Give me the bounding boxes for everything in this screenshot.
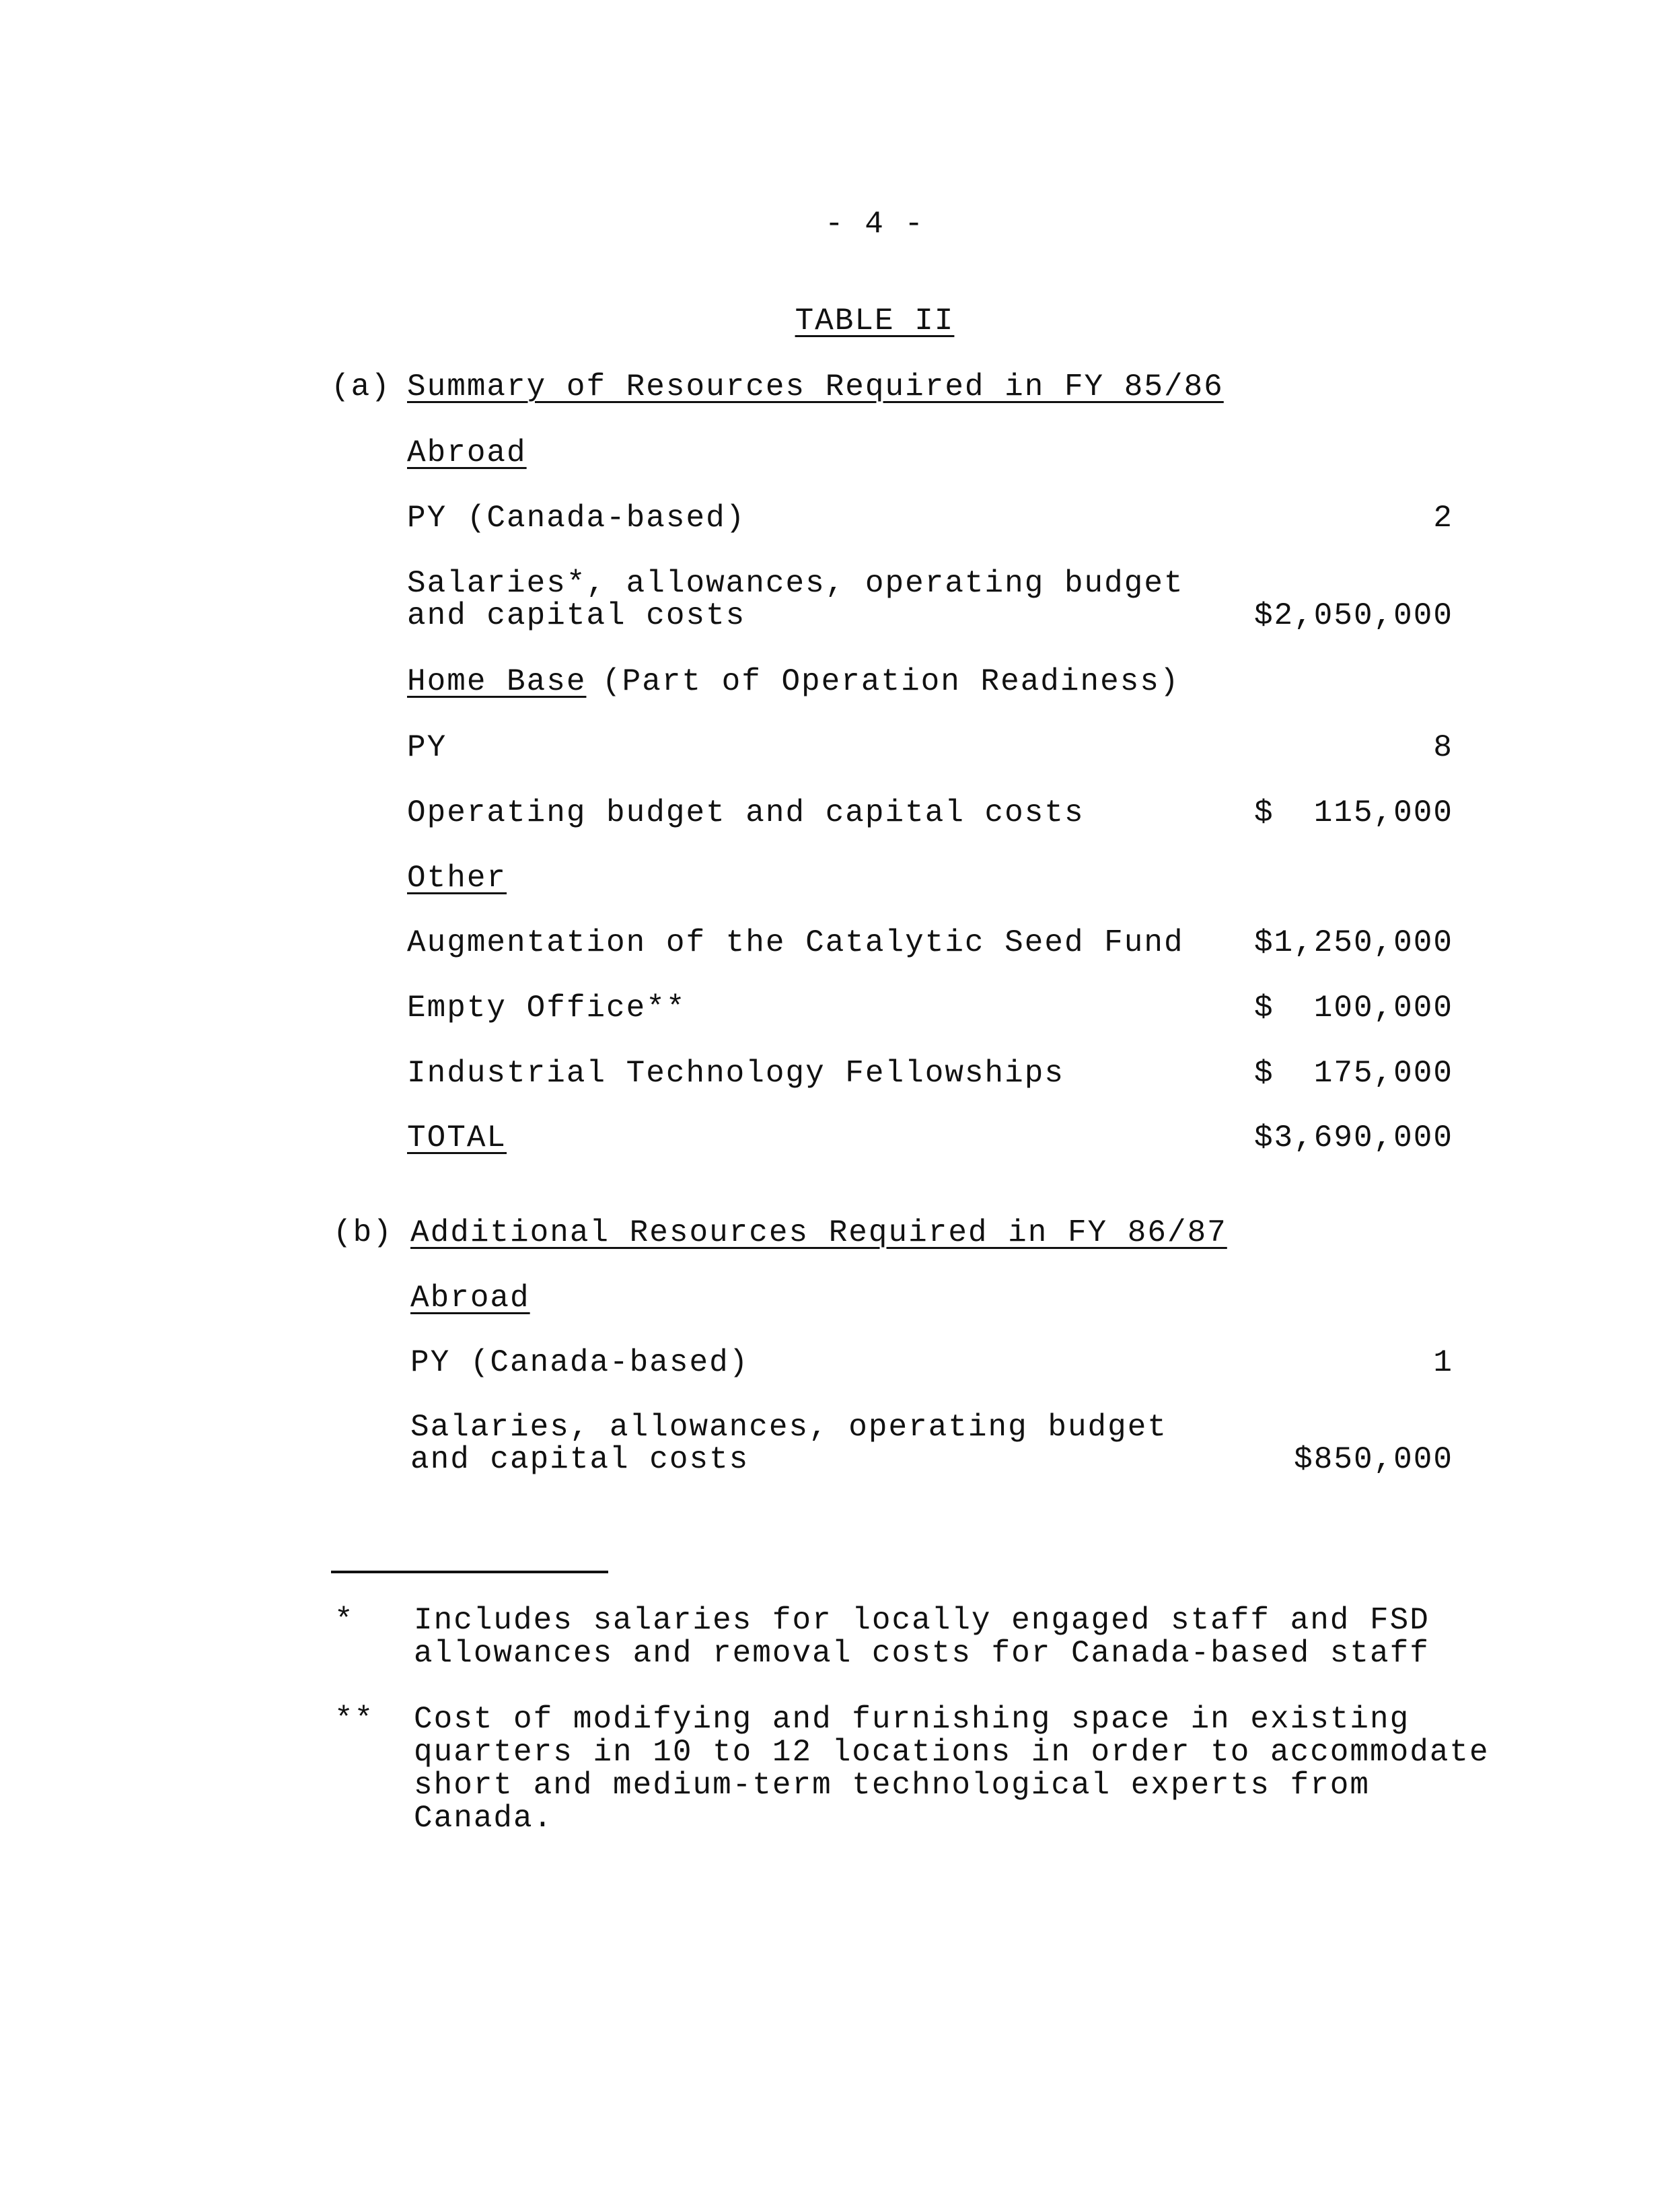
footnote-text-line: quarters in 10 to 12 locations in order to accommodate	[414, 1735, 1490, 1770]
home-base-note: (Part of Operation Readiness)	[602, 664, 1180, 699]
section-b-marker: (b)	[333, 1215, 393, 1250]
other-heading: Other	[407, 861, 507, 896]
table-title: TABLE II	[795, 303, 955, 338]
footnote-text-line: Canada.	[414, 1801, 554, 1836]
section-a-salaries-value: $2,050,000	[1253, 598, 1453, 633]
section-a-salaries-line1: Salaries*, allowances, operating budget	[407, 566, 1184, 601]
home-base-operating-label: Operating budget and capital costs	[407, 795, 1085, 830]
section-b-py-value: 1	[1433, 1345, 1453, 1380]
footnote-text-line: Includes salaries for locally engaged staff and FSD	[414, 1603, 1430, 1638]
section-b-salaries-line1: Salaries, allowances, operating budget	[410, 1410, 1167, 1445]
section-b-salaries-value: $850,000	[1294, 1442, 1453, 1477]
other-item-value: $ 175,000	[1253, 1056, 1453, 1091]
section-b-salaries-line2: and capital costs	[410, 1442, 750, 1477]
section-a-py-value: 2	[1433, 501, 1453, 536]
footnote-text-line: short and medium-term technological experts from	[414, 1768, 1371, 1803]
page-number: - 4 -	[824, 207, 925, 242]
other-item-label: Augmentation of the Catalytic Seed Fund	[407, 925, 1184, 960]
section-b-heading: Additional Resources Required in FY 86/87	[410, 1215, 1227, 1250]
section-a-salaries-line2: and capital costs	[407, 598, 746, 633]
other-item-value: $1,250,000	[1253, 925, 1453, 960]
section-a-py-label: PY (Canada-based)	[407, 501, 746, 536]
home-base-py-label: PY	[407, 730, 447, 765]
section-b-abroad-heading: Abroad	[410, 1281, 530, 1316]
other-item-label: Empty Office**	[407, 991, 686, 1026]
total-label: TOTAL	[407, 1120, 507, 1155]
home-base-py-value: 8	[1433, 730, 1453, 765]
section-b-py-label: PY (Canada-based)	[410, 1345, 750, 1380]
home-base-heading: Home Base	[407, 664, 587, 699]
other-item-value: $ 100,000	[1253, 991, 1453, 1026]
home-base-operating-value: $ 115,000	[1253, 795, 1453, 830]
footnote-separator	[331, 1571, 608, 1573]
footnote-marker: *	[334, 1603, 355, 1638]
footnote-marker: **	[334, 1702, 375, 1737]
footnote-text-line: allowances and removal costs for Canada-based staff	[414, 1636, 1430, 1671]
total-value: $3,690,000	[1253, 1120, 1453, 1155]
other-item-label: Industrial Technology Fellowships	[407, 1056, 1064, 1091]
footnote-text-line: Cost of modifying and furnishing space in existing	[414, 1702, 1410, 1737]
section-a-marker: (a)	[331, 369, 391, 404]
section-a-heading: Summary of Resources Required in FY 85/86	[407, 369, 1224, 404]
section-a-abroad-heading: Abroad	[407, 435, 527, 470]
